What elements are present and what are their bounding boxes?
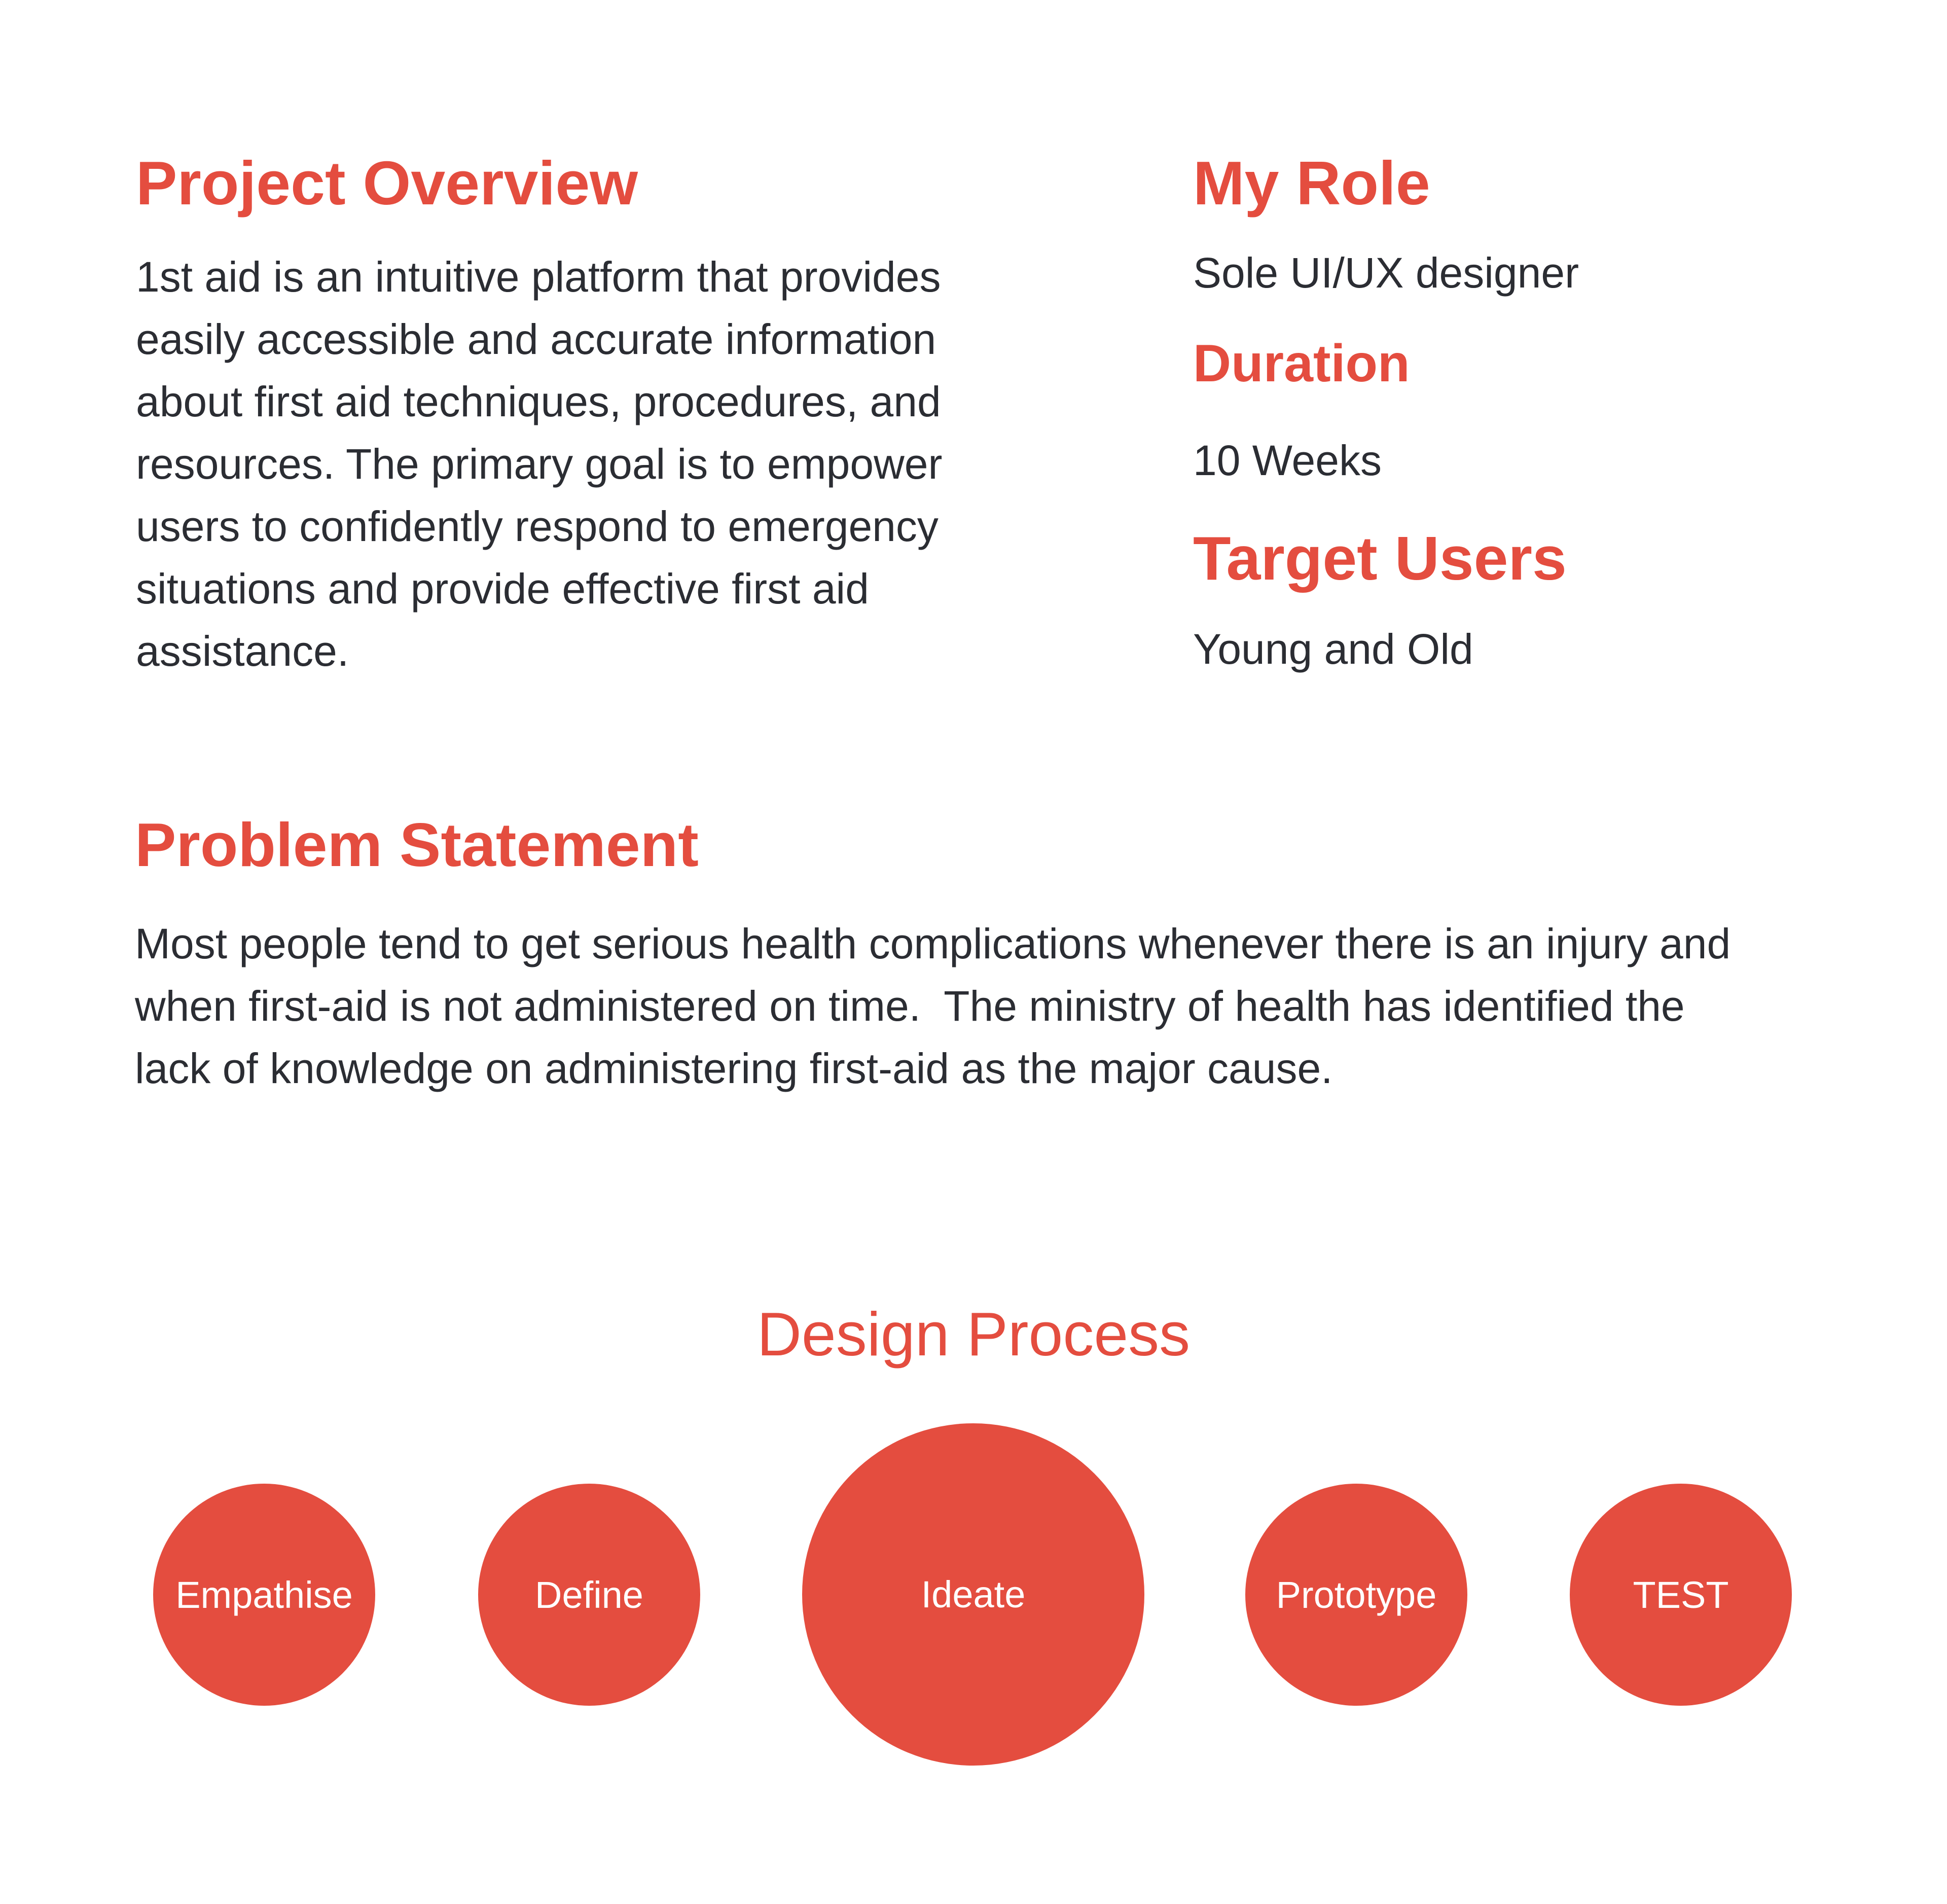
overview-line: situations and provide effective first aid (136, 565, 869, 613)
target-users-title: Target Users (1193, 524, 1567, 593)
process-step-prototype (1245, 1484, 1467, 1706)
problem-statement-title: Problem Statement (135, 810, 699, 879)
overview-line: assistance. (136, 627, 349, 675)
duration-value: 10 Weeks (1193, 437, 1382, 484)
process-step-ideate (802, 1423, 1144, 1766)
process-step-empathise (153, 1484, 375, 1706)
duration-title: Duration (1193, 334, 1410, 393)
project-overview-text (136, 246, 1099, 682)
design-process-title: Design Process (756, 1300, 1191, 1369)
process-step-label: Ideate (921, 1573, 1026, 1615)
process-step-label: Prototype (1276, 1573, 1437, 1616)
process-step-label: TEST (1633, 1573, 1729, 1616)
overview-line: users to confidently respond to emergency (136, 502, 939, 550)
process-step-test (1570, 1484, 1792, 1706)
project-overview-title: Project Overview (136, 149, 638, 218)
my-role-value: Sole UI/UX designer (1193, 249, 1579, 297)
overview-line: 1st aid is an intuitive platform that provides (136, 253, 941, 301)
overview-line: resources. The primary goal is to empower (136, 440, 943, 488)
my-role-title: My Role (1193, 149, 1430, 218)
process-step-label: Empathise (175, 1573, 353, 1616)
overview-line: about first aid techniques, procedures, and (136, 378, 941, 425)
overview-line: easily accessible and accurate information (136, 315, 936, 363)
problem-line: when first-aid is not administered on time. The ministry of health has identified the (135, 982, 1685, 1030)
process-step-label: Define (535, 1573, 643, 1616)
target-users-value: Young and Old (1193, 625, 1473, 673)
problem-line: lack of knowledge on administering first-aid as the major cause. (135, 1045, 1333, 1092)
problem-line: Most people tend to get serious health complications whenever there is an injury and (135, 920, 1731, 967)
problem-statement-text (135, 913, 1859, 1100)
process-step-define (478, 1484, 700, 1706)
